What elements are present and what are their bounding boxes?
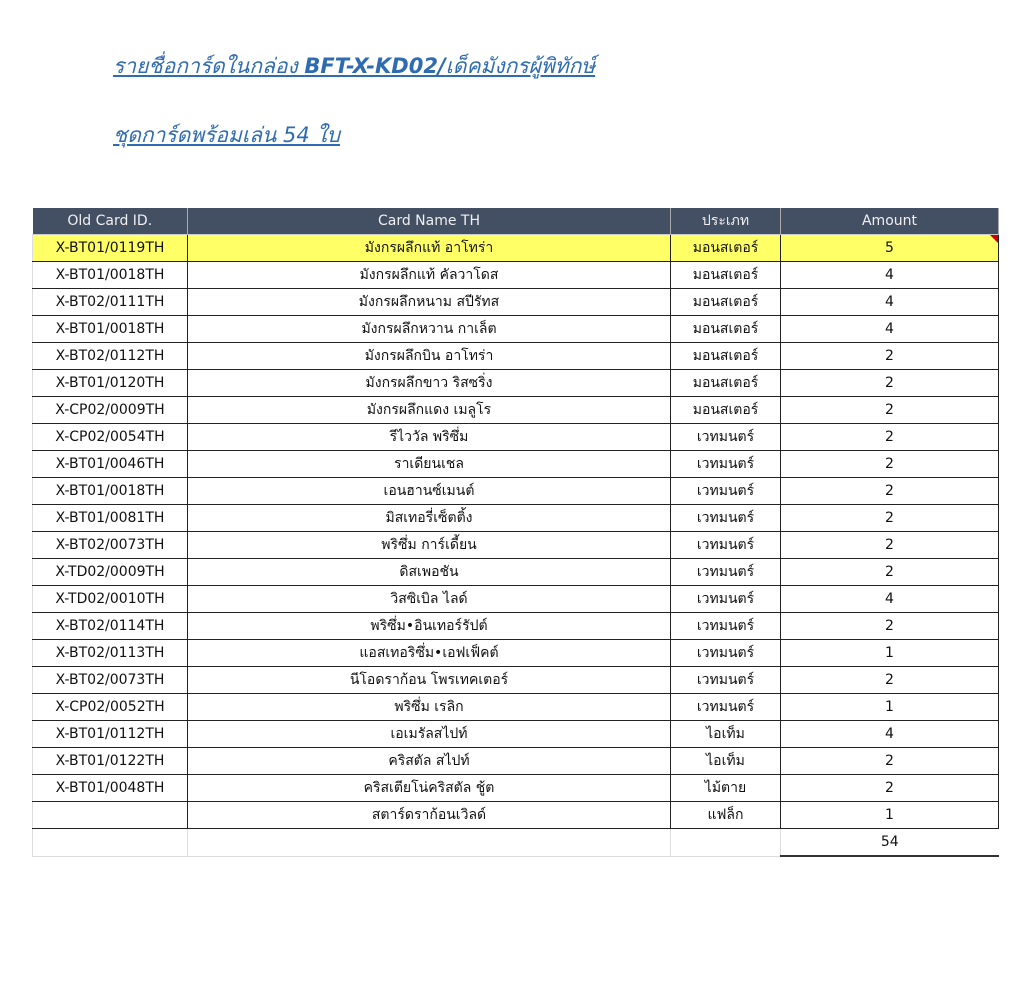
page-title xyxy=(113,50,595,83)
card-id-cell[interactable]: X-BT01/0119TH xyxy=(33,235,188,262)
card-type-cell[interactable]: มอนสเตอร์ xyxy=(671,262,781,289)
card-id-cell[interactable]: X-CP02/0052TH xyxy=(33,694,188,721)
table-row xyxy=(33,451,999,478)
card-type-cell[interactable]: มอนสเตอร์ xyxy=(671,316,781,343)
card-name-cell[interactable]: เอนฮานซ์เมนต์ xyxy=(188,478,671,505)
amount-cell[interactable]: 4 xyxy=(781,721,999,748)
amount-cell[interactable]: 4 xyxy=(781,316,999,343)
amount-cell[interactable]: 1 xyxy=(781,640,999,667)
card-name-cell[interactable]: วิสซิเบิล ไลด์ xyxy=(188,586,671,613)
table-row xyxy=(33,532,999,559)
amount-cell[interactable]: 1 xyxy=(781,694,999,721)
card-id-cell[interactable]: X-BT02/0113TH xyxy=(33,640,188,667)
card-id-cell[interactable]: X-TD02/0010TH xyxy=(33,586,188,613)
card-name-cell[interactable]: คริสตัล สไปท์ xyxy=(188,748,671,775)
card-id-cell[interactable]: X-BT02/0111TH xyxy=(33,289,188,316)
empty-cell[interactable] xyxy=(671,829,781,857)
amount-cell[interactable]: 2 xyxy=(781,343,999,370)
card-type-cell[interactable]: เวทมนตร์ xyxy=(671,694,781,721)
card-name-cell[interactable]: มังกรผลึกแท้ คัลวาโดส xyxy=(188,262,671,289)
card-type-cell[interactable]: เวทมนตร์ xyxy=(671,478,781,505)
table-row xyxy=(33,370,999,397)
card-name-cell[interactable]: นีโอดราก้อน โพรเทคเตอร์ xyxy=(188,667,671,694)
card-name-cell[interactable]: พริซึ่ม•อินเทอร์รัปต์ xyxy=(188,613,671,640)
card-id-cell[interactable]: X-BT01/0112TH xyxy=(33,721,188,748)
card-name-cell[interactable]: เอเมรัลสไปท์ xyxy=(188,721,671,748)
card-name-cell[interactable]: ราเดียนเชล xyxy=(188,451,671,478)
table-row xyxy=(33,613,999,640)
card-name-cell[interactable]: สตาร์ดราก้อนเวิลด์ xyxy=(188,802,671,829)
header-old-card-id: Old Card ID. xyxy=(33,208,188,235)
card-name-cell[interactable]: ดิสเพอชัน xyxy=(188,559,671,586)
table-row xyxy=(33,424,999,451)
card-id-cell[interactable]: X-BT02/0073TH xyxy=(33,532,188,559)
card-type-cell[interactable]: ไอเท็ม xyxy=(671,748,781,775)
card-name-cell[interactable]: มังกรผลึกแท้ อาโทร่า xyxy=(188,235,671,262)
card-type-cell[interactable]: เวทมนตร์ xyxy=(671,424,781,451)
card-name-cell[interactable]: รีไววัล พริซึ่ม xyxy=(188,424,671,451)
card-name-cell[interactable]: คริสเตียโน่คริสตัล ชู้ต xyxy=(188,775,671,802)
card-type-cell[interactable]: เวทมนตร์ xyxy=(671,532,781,559)
card-type-cell[interactable]: เวทมนตร์ xyxy=(671,640,781,667)
amount-cell[interactable]: 2 xyxy=(781,505,999,532)
table-row xyxy=(33,505,999,532)
card-type-cell[interactable]: ไม้ตาย xyxy=(671,775,781,802)
table-row xyxy=(33,667,999,694)
card-type-cell[interactable]: มอนสเตอร์ xyxy=(671,343,781,370)
table-row xyxy=(33,694,999,721)
table-row xyxy=(33,289,999,316)
subtitle: ชุดการ์ดพร้อมเล่น 54 ใบ xyxy=(113,123,340,147)
card-type-cell[interactable]: เวทมนตร์ xyxy=(671,667,781,694)
card-id-cell[interactable]: X-BT01/0120TH xyxy=(33,370,188,397)
card-id-cell[interactable]: X-BT01/0081TH xyxy=(33,505,188,532)
card-id-cell[interactable]: X-CP02/0054TH xyxy=(33,424,188,451)
card-name-cell[interactable]: แอสเทอริซึ่ม•เอฟเฟ็คต์ xyxy=(188,640,671,667)
header-type: ประเภท xyxy=(671,208,781,235)
card-type-cell[interactable]: มอนสเตอร์ xyxy=(671,235,781,262)
empty-cell[interactable] xyxy=(188,829,671,857)
amount-cell[interactable]: 4 xyxy=(781,289,999,316)
table-row xyxy=(33,316,999,343)
amount-cell[interactable]: 2 xyxy=(781,397,999,424)
card-id-cell[interactable]: X-BT01/0048TH xyxy=(33,775,188,802)
card-type-cell[interactable]: เวทมนตร์ xyxy=(671,586,781,613)
amount-cell[interactable]: 2 xyxy=(781,667,999,694)
card-type-cell[interactable]: ไอเท็ม xyxy=(671,721,781,748)
total-row xyxy=(33,829,999,857)
card-type-cell[interactable]: เวทมนตร์ xyxy=(671,505,781,532)
table-row xyxy=(33,586,999,613)
table-row xyxy=(33,262,999,289)
card-id-cell[interactable]: X-BT01/0018TH xyxy=(33,316,188,343)
amount-cell[interactable]: 2 xyxy=(781,478,999,505)
amount-cell[interactable]: 2 xyxy=(781,775,999,802)
card-name-cell[interactable]: พริซึ่ม เรลิก xyxy=(188,694,671,721)
table-row xyxy=(33,640,999,667)
card-type-cell[interactable]: เวทมนตร์ xyxy=(671,451,781,478)
title-prefix: รายชื่อการ์ดในกล่อง xyxy=(113,54,305,78)
table-row xyxy=(33,721,999,748)
card-id-cell[interactable]: X-BT01/0122TH xyxy=(33,748,188,775)
empty-cell[interactable] xyxy=(33,829,188,857)
header-row xyxy=(33,208,999,235)
title-code: BFT-X-KD02/ xyxy=(304,54,446,78)
card-id-cell[interactable]: X-TD02/0009TH xyxy=(33,559,188,586)
amount-cell[interactable]: 2 xyxy=(781,424,999,451)
amount-cell[interactable]: 1 xyxy=(781,802,999,829)
card-name-cell[interactable]: มังกรผลึกบิน อาโทร่า xyxy=(188,343,671,370)
header-amount: Amount xyxy=(781,208,999,235)
table-row xyxy=(33,802,999,829)
amount-cell[interactable]: 4 xyxy=(781,262,999,289)
card-id-cell[interactable]: X-BT01/0018TH xyxy=(33,262,188,289)
amount-cell[interactable]: 2 xyxy=(781,532,999,559)
title-suffix: เด็คมังกรผู้พิทักษ์ xyxy=(445,54,596,78)
card-name-cell[interactable]: มังกรผลึกขาว ริสซริ่ง xyxy=(188,370,671,397)
card-list-table xyxy=(32,208,999,857)
card-id-cell[interactable]: X-BT01/0018TH xyxy=(33,478,188,505)
table-row xyxy=(33,397,999,424)
table-row xyxy=(33,343,999,370)
amount-cell[interactable]: 2 xyxy=(781,613,999,640)
card-name-cell[interactable]: มังกรผลึกหนาม สปีรัทส xyxy=(188,289,671,316)
card-type-cell[interactable]: แฟล็ก xyxy=(671,802,781,829)
card-type-cell[interactable]: มอนสเตอร์ xyxy=(671,397,781,424)
table-row xyxy=(33,775,999,802)
total-amount-cell[interactable]: 54 xyxy=(781,829,999,857)
card-type-cell[interactable]: มอนสเตอร์ xyxy=(671,370,781,397)
card-id-cell[interactable] xyxy=(33,802,188,829)
card-type-cell[interactable]: มอนสเตอร์ xyxy=(671,289,781,316)
amount-cell[interactable]: 2 xyxy=(781,451,999,478)
table-row xyxy=(33,235,999,262)
amount-cell[interactable]: 2 xyxy=(781,559,999,586)
table-row xyxy=(33,748,999,775)
card-id-cell[interactable]: X-BT02/0073TH xyxy=(33,667,188,694)
header-card-name: Card Name TH xyxy=(188,208,671,235)
comment-indicator-icon[interactable] xyxy=(990,235,998,243)
card-type-cell[interactable]: เวทมนตร์ xyxy=(671,559,781,586)
card-id-cell[interactable]: X-BT02/0114TH xyxy=(33,613,188,640)
table-row xyxy=(33,559,999,586)
card-name-cell[interactable]: มิสเทอรี่เซ็ตติ้ง xyxy=(188,505,671,532)
card-id-cell[interactable]: X-BT01/0046TH xyxy=(33,451,188,478)
amount-cell[interactable]: 4 xyxy=(781,586,999,613)
table-row xyxy=(33,478,999,505)
card-id-cell[interactable]: X-CP02/0009TH xyxy=(33,397,188,424)
amount-cell[interactable]: 2 xyxy=(781,370,999,397)
card-name-cell[interactable]: มังกรผลึกแดง เมลูโร xyxy=(188,397,671,424)
amount-cell[interactable]: 2 xyxy=(781,748,999,775)
amount-cell[interactable]: 5 xyxy=(781,235,999,262)
card-name-cell[interactable]: มังกรผลึกหวาน กาเล็ต xyxy=(188,316,671,343)
card-type-cell[interactable]: เวทมนตร์ xyxy=(671,613,781,640)
card-id-cell[interactable]: X-BT02/0112TH xyxy=(33,343,188,370)
card-name-cell[interactable]: พริซึ่ม การ์เดี้ยน xyxy=(188,532,671,559)
